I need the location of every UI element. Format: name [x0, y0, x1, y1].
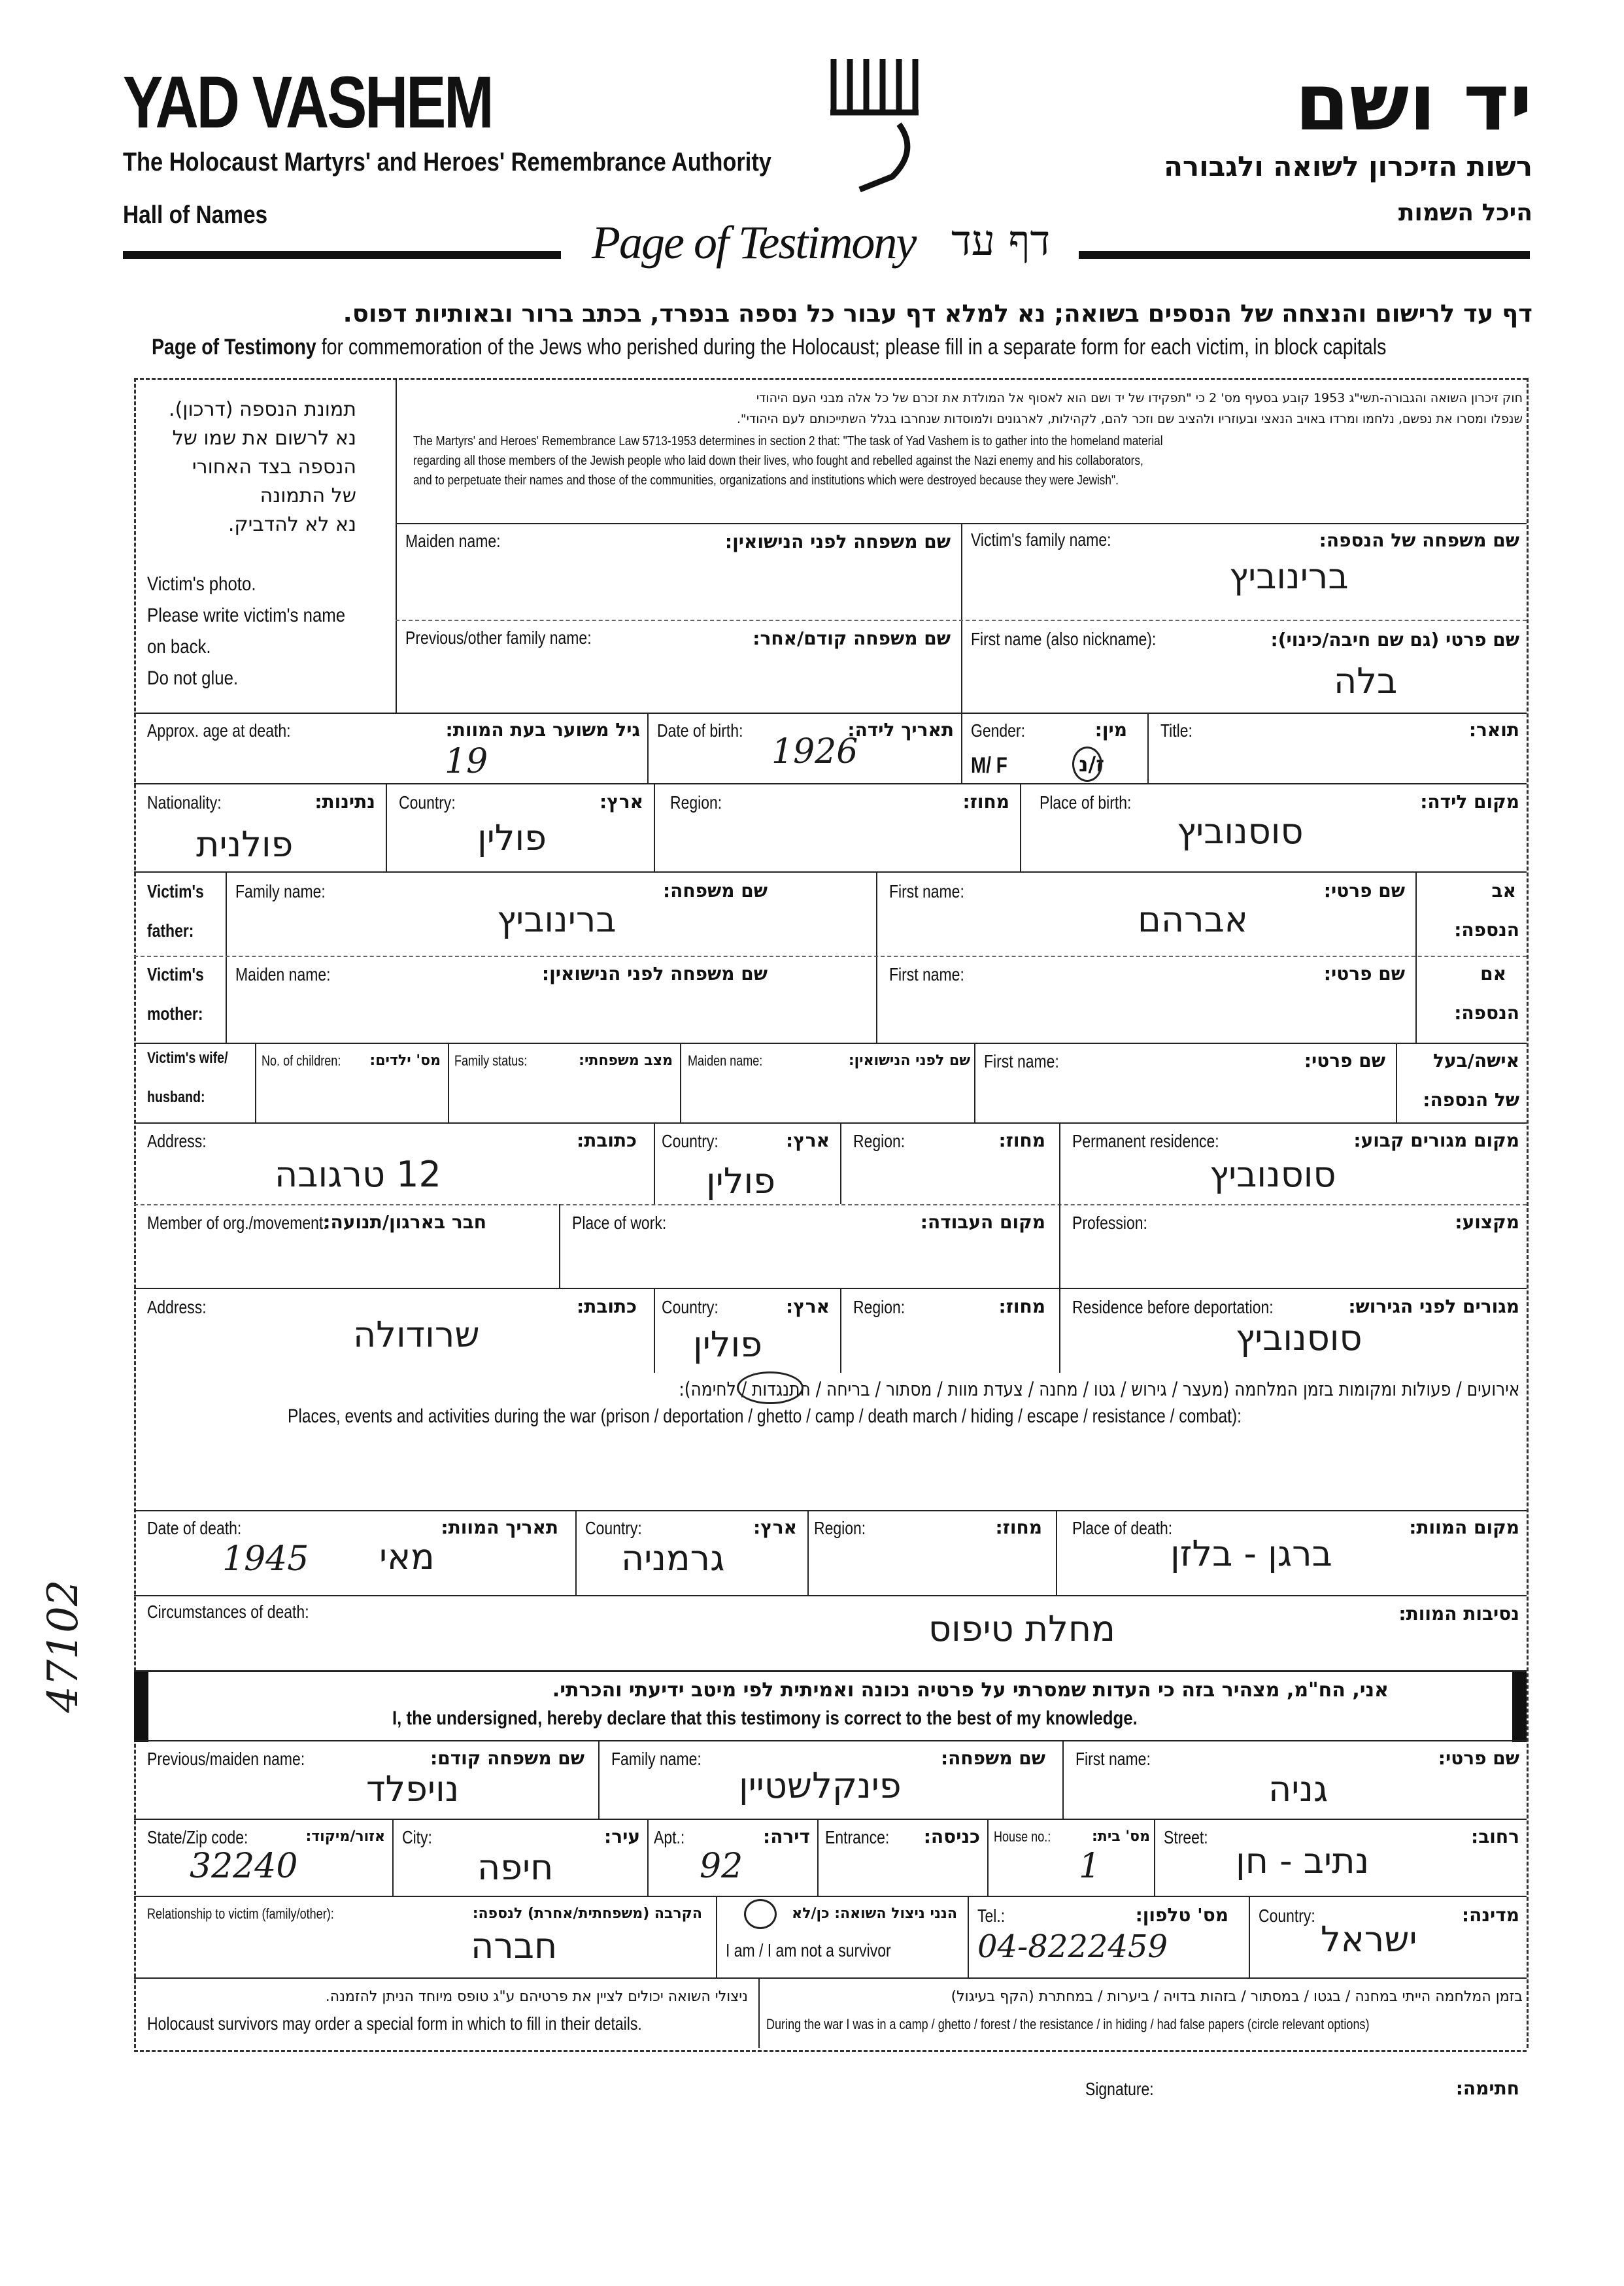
div-addr3-5 [1154, 1819, 1155, 1896]
forms-note-en: Holocaust survivors may order a special form in which to fill in their details. [147, 2013, 642, 2034]
address-label: Address: [147, 1131, 207, 1151]
org-subtitle-he: רשות הזיכרון לשואה ולגבורה [1164, 150, 1532, 182]
div-sub-1 [598, 1740, 600, 1819]
perm-res-label: Permanent residence: [1072, 1131, 1219, 1151]
zip-label-he: אזור/מיקוד: [305, 1828, 385, 1845]
country-label: Country: [399, 792, 456, 813]
instructions-en-bold: Page of Testimony [152, 335, 316, 360]
frame-right [1527, 378, 1529, 2048]
age-label-he: גיל משוער בעת המוות: [445, 719, 640, 741]
sub-first-value: גניה [1268, 1768, 1328, 1809]
survivor-label-he: הנני ניצול השואה: כן/לא [792, 1906, 957, 1922]
div-addr3-2 [647, 1819, 649, 1896]
sub-country-label-he: מדינה: [1461, 1904, 1519, 1926]
mother-label-he-1: אם [1480, 963, 1506, 984]
apt-label-he: דירה: [763, 1826, 810, 1847]
sub-country-value: ישראל [1321, 1919, 1417, 1960]
rule-1333 [134, 871, 1527, 873]
photo-divider [396, 379, 397, 713]
div-work-1 [559, 1204, 560, 1288]
prev-name-label-he: שם משפחה קודם/אחר: [753, 628, 951, 649]
spouse-maiden-label-he: שם לפני הנישואין: [848, 1052, 970, 1069]
photo-instructions-en [147, 569, 345, 694]
sub-country-label: Country: [1259, 1906, 1315, 1926]
dob-value: 1926 [771, 732, 858, 771]
sub-family-label: Family name: [611, 1749, 702, 1769]
resdep-label: Residence before deportation: [1072, 1297, 1274, 1317]
signature-label-he: חתימה: [1455, 2077, 1519, 2099]
div-rel-3 [1249, 1896, 1250, 1977]
mother-first-label-he: שם פרטי: [1323, 963, 1405, 984]
rule-name-mid [396, 620, 1527, 622]
div-gender [1147, 713, 1149, 783]
war-note-en: During the war I was in a camp / ghetto / forest / the resistance / in hiding / had false papers (circle relevant options) [766, 2016, 1370, 2032]
div-work-2 [1059, 1204, 1060, 1288]
forms-note-he: ניצולי השואה יכולים לציין את פרטיהם ע"ג טופס מיוחד הניתן להזמנה. [325, 1989, 748, 2005]
spouse-label-he-1: אישה/בעל [1433, 1050, 1519, 1071]
death-country-value: גרמניה [621, 1538, 725, 1579]
address2-label: Address: [147, 1297, 207, 1317]
nationality-label-he: נתינות: [314, 791, 375, 813]
title-rule-left [123, 251, 561, 259]
survivor-label-en: I am / I am not a survivor [726, 1940, 891, 1960]
div-rel-1 [716, 1896, 717, 1977]
father-family-label-he: שם משפחה: [662, 880, 768, 901]
father-label-2: father: [147, 920, 194, 941]
entrance-label-he: כניסה: [923, 1826, 980, 1847]
work-label-he: מקום העבודה: [920, 1211, 1045, 1233]
address-region-label-he: מחוז: [998, 1130, 1045, 1151]
div-sp-1 [255, 1043, 256, 1122]
photo-en-4: Do not glue. [147, 667, 239, 689]
declaration-en: I, the undersigned, hereby declare that this testimony is correct to the best of my knowledge. [392, 1707, 1138, 1729]
city-label-he: עיר: [604, 1826, 640, 1847]
photo-he-2: נא לרשום את שמו של [172, 427, 356, 450]
org-name-en: YAD VASHEM [123, 61, 492, 143]
spouse-label-1: Victim's wife/ [147, 1049, 228, 1067]
div-addr-1 [654, 1122, 655, 1204]
circumstances-label: Circumstances of death: [147, 1602, 309, 1622]
family-name-label-he: שם משפחה של הנספה: [1319, 529, 1519, 551]
address2-region-label: Region: [853, 1297, 905, 1317]
death-region-label-he: מחוז: [995, 1517, 1042, 1538]
law-en-1: The Martyrs' and Heroes' Remembrance Law 5713-1953 determines in section 2 that: "The task of Yad Vashem is to gather into the homeland material [413, 434, 1163, 448]
spouse-first-label-he: שם פרטי: [1304, 1050, 1385, 1071]
children-label: No. of children: [262, 1052, 341, 1069]
rule-2310 [134, 1510, 1527, 1511]
address-label-he: כתובת: [577, 1130, 637, 1151]
father-family-value: ברינוביץ [497, 899, 617, 940]
apt-value: 92 [700, 1847, 743, 1886]
photo-en-1: Victim's photo. [147, 573, 256, 595]
resdep-label-he: מגורים לפני הגירוש: [1348, 1296, 1519, 1317]
title-rule-right [1079, 251, 1530, 259]
rule-1090 [134, 713, 1527, 714]
div-country [654, 783, 655, 871]
div-death-3 [1056, 1510, 1057, 1595]
dod-label: Date of death: [147, 1518, 242, 1538]
dod-value: 1945 [222, 1539, 309, 1579]
maiden-name-label-he: שם משפחה לפני הנישואין: [724, 531, 951, 552]
div-addr3-4 [987, 1819, 989, 1896]
div-addr-3 [1059, 1122, 1060, 1204]
street-label: Street: [1164, 1827, 1208, 1847]
address-country-label: Country: [662, 1131, 719, 1151]
maiden-name-label: Maiden name: [405, 531, 501, 551]
form-title-en: Page of Testimony [592, 216, 916, 269]
rule-1717 [134, 1122, 1527, 1124]
house-value: 1 [1079, 1847, 1101, 1886]
city-label: City: [402, 1827, 432, 1847]
profession-label: Profession: [1072, 1213, 1147, 1233]
house-label: House no.: [994, 1828, 1051, 1845]
zip-label: State/Zip code: [147, 1827, 248, 1847]
div-addr3-1 [392, 1819, 394, 1896]
mother-maiden-label: Maiden name: [235, 964, 331, 984]
photo-en-2: Please write victim's name [147, 605, 346, 626]
photo-he-1: תמונת הנספה (דרכון). [169, 398, 356, 421]
div-sp-2 [448, 1043, 449, 1122]
div-dob [961, 713, 962, 783]
spouse-first-label: First name: [984, 1051, 1059, 1071]
photo-en-3: on back. [147, 636, 211, 658]
div-nat [386, 783, 387, 871]
photo-instructions-he [141, 395, 356, 539]
father-label-1: Victim's [147, 881, 204, 901]
rel-value: חברה [471, 1925, 558, 1966]
events-camp-circle [737, 1371, 804, 1404]
death-region-label: Region: [814, 1518, 866, 1538]
spouse-label-he-2: של הנספה: [1423, 1089, 1519, 1111]
member-label: Member of org./movement: [147, 1213, 328, 1233]
pod-value: ברגן - בלזן [1170, 1533, 1332, 1574]
mother-label-2: mother: [147, 1003, 203, 1024]
address2-label-he: כתובת: [577, 1296, 637, 1317]
instructions-en-text: for commemoration of the Jews who perished during the Holocaust; please fill in a separate form for each victim, in block capitals [316, 335, 1387, 360]
div-addr-2 [840, 1122, 841, 1204]
pod-label: Place of death: [1072, 1518, 1173, 1538]
dod-month-value: מאי [379, 1536, 435, 1577]
photo-he-4: של התמונה [260, 484, 356, 507]
survivor-circle [744, 1899, 777, 1929]
sub-first-label: First name: [1075, 1749, 1151, 1769]
children-label-he: מס' ילדים: [369, 1052, 441, 1069]
street-label-he: רחוב: [1471, 1826, 1519, 1847]
div-sp-5 [1396, 1043, 1397, 1122]
member-label-he: חבר בארגון/תנועה: [323, 1211, 486, 1233]
div-sub-2 [1062, 1740, 1064, 1819]
tel-value: 04-8222459 [977, 1928, 1168, 1965]
region-label: Region: [670, 792, 722, 813]
perm-res-value: סוסנוביץ [1210, 1154, 1336, 1195]
death-country-label-he: ארץ: [753, 1517, 797, 1538]
gender-options: M/ F [971, 753, 1007, 778]
country-label-he: ארץ: [600, 791, 643, 813]
age-label: Approx. age at death: [147, 720, 291, 741]
div-addr2-1 [654, 1288, 655, 1373]
prev-name-label: Previous/other family name: [405, 628, 592, 648]
rule-1198 [134, 783, 1527, 784]
rule-1462 [134, 956, 1527, 958]
spouse-maiden-label: Maiden name: [688, 1052, 763, 1069]
nationality-label: Nationality: [147, 792, 222, 813]
address2-country-label-he: ארץ: [786, 1296, 830, 1317]
law-en-2: regarding all those members of the Jewish people who laid down their lives, who fought and rebelled against the Nazi enemy and his collaborators, [413, 454, 1143, 468]
law-he-1: חוק זיכרון השואה והגבורה-תשי"ג 1953 קובע בסעיף מס' 2 כי "תפקידו של יד ושם הוא לאסוף אל המולדת את זכרם של כל אלה מבני העם היהודי [756, 391, 1523, 405]
death-country-label: Country: [585, 1518, 642, 1538]
war-note-he: בזמן המלחמה הייתי במחנה / בגטו / במסתור / בזהות בדויה / ביערות / במחתרת (הקף בעיגול) [951, 1989, 1523, 2005]
gender-label: Gender: [971, 720, 1025, 741]
first-name-label-he: שם פרטי (גם שם חיבה/כינוי): [1270, 629, 1519, 650]
dob-label-he: תאריך לידה: [847, 719, 954, 741]
mother-label-he-2: הנספה: [1454, 1002, 1519, 1024]
instructions-en [152, 335, 1386, 360]
address2-value: שרודולה [353, 1314, 480, 1355]
entrance-label: Entrance: [825, 1827, 890, 1847]
org-subtitle-en: The Holocaust Martyrs' and Heroes' Remembrance Authority [123, 148, 771, 176]
rule-2900 [134, 1896, 1527, 1897]
div-addr2-3 [1059, 1288, 1060, 1373]
div-sp-3 [680, 1043, 681, 1122]
apt-label: Apt.: [654, 1827, 685, 1847]
tel-label-he: מס' טלפון: [1135, 1904, 1228, 1926]
name-divider [961, 523, 962, 713]
pob-label-he: מקום לידה: [1420, 791, 1519, 813]
div-addr3-3 [817, 1819, 819, 1896]
sub-prev-label-he: שם משפחה קודם: [430, 1747, 584, 1769]
age-value: 19 [445, 742, 488, 781]
spouse-label-2: husband: [147, 1088, 205, 1106]
father-first-label: First name: [889, 881, 964, 901]
events-label-he: אירועים / פעולות ומקומות בזמן המלחמה (מעצר / גירוש / גטו / מחנה / צעדת מוות / מסתור / בריחה / התנגדות / לחימה): [678, 1378, 1519, 1400]
signature-label: Signature: [1085, 2079, 1154, 2099]
father-first-label-he: שם פרטי: [1323, 880, 1405, 901]
resdep-value: סוסנוביץ [1236, 1317, 1362, 1358]
div-age [647, 713, 649, 783]
div-death-1 [575, 1510, 577, 1595]
photo-he-3: הנספה בצד האחורי [192, 456, 356, 479]
rule-1970 [134, 1288, 1527, 1289]
father-first-value: אברהם [1138, 899, 1248, 940]
address2-region-label-he: מחוז: [998, 1296, 1045, 1317]
work-label: Place of work: [572, 1213, 667, 1233]
status-label-he: מצב משפחתי: [579, 1052, 673, 1069]
title-label: Title: [1160, 720, 1193, 741]
org-name-he: יד ושם [1294, 58, 1532, 148]
first-name-label: First name (also nickname): [971, 629, 1157, 649]
dob-label: Date of birth: [657, 720, 743, 741]
rule-1842 [134, 1204, 1527, 1207]
margin-note: 47102 [39, 1579, 88, 1713]
address-region-label: Region: [853, 1131, 905, 1151]
perm-res-label-he: מקום מגורים קבוע: [1353, 1130, 1519, 1151]
sub-family-label-he: שם משפחה: [940, 1747, 1045, 1769]
events-label-en: Places, events and activities during the war (prison / deportation / ghetto / camp / death march / hiding / escape / resistance / combat): [288, 1405, 1242, 1427]
decl-bar-right [1512, 1670, 1527, 1742]
photo-he-5: נא לא להדביק. [228, 513, 356, 536]
circumstances-value: מחלת טיפוס [928, 1608, 1115, 1649]
country-value: פולין [477, 817, 547, 858]
mother-maiden-label-he: שם משפחה לפני הנישואין: [541, 963, 768, 984]
address2-country-label: Country: [662, 1297, 719, 1317]
decl-bar-left [134, 1670, 148, 1742]
div-region [1020, 783, 1021, 871]
law-he-2: שנפלו ומסרו את נפשם, נלחמו ומרדו באויב הנאצי ובעוזריו ולהציב שם וזכר להם, לקהילות, לארגונים ולמוסדות שנחרבו בגלל השתייכותם לעם היהודי". [736, 412, 1523, 426]
div-death-2 [807, 1510, 809, 1595]
gender-circle [1072, 747, 1102, 782]
div-rel-2 [968, 1896, 969, 1977]
first-name-value: בלה [1334, 660, 1398, 701]
mother-label-1: Victim's [147, 964, 204, 984]
house-label-he: מס' בית: [1092, 1828, 1150, 1845]
law-en-3: and to perpetuate their names and those of the communities, organizations and institutions which were destroyed because they were Jewish". [413, 473, 1119, 488]
region-label-he: מחוז: [962, 791, 1009, 813]
address-country-label-he: ארץ: [786, 1130, 830, 1151]
status-label: Family status: [454, 1052, 528, 1069]
city-value: חיפה [477, 1847, 554, 1888]
dod-label-he: תאריך המוות: [441, 1517, 558, 1538]
family-name-value: ברינוביץ [1229, 556, 1349, 597]
rule-2782 [134, 1819, 1527, 1820]
div-sp-4 [974, 1043, 975, 1122]
rel-label-he: הקרבה (משפחתית/אחרת) לנספה: [472, 1906, 702, 1922]
father-family-label: Family name: [235, 881, 326, 901]
rule-2440 [134, 1595, 1527, 1596]
sub-prev-label: Previous/maiden name: [147, 1749, 305, 1769]
frame-left [134, 378, 136, 2048]
father-label-he-1: אב [1491, 880, 1516, 901]
circumstances-label-he: נסיבות המוות: [1398, 1603, 1519, 1624]
hall-of-names-en: Hall of Names [123, 201, 268, 229]
declaration-he: אני, הח"מ, מצהיר בזה כי העדות שמסרתי על פרטיה נכונה ואמיתית לפי מיטב ידיעתי והכרתי. [552, 1679, 1389, 1702]
sub-prev-value: נויפלד [366, 1768, 460, 1809]
rule-1595 [134, 1043, 1527, 1044]
rule-2555 [134, 1670, 1527, 1672]
address-country-value: פולין [706, 1160, 775, 1202]
zip-value: 32240 [190, 1847, 298, 1886]
mother-first-label: First name: [889, 964, 964, 984]
hall-of-names-he: היכל השמות [1398, 199, 1532, 226]
yad-vashem-logo [820, 52, 938, 203]
instructions-he: דף עד לרישום והנצחה של הנספים בשואה; נא למלא דף עבור כל נספה בנפרד, בכתב ברור ובאותיות דפוס. [343, 299, 1532, 328]
div-addr2-2 [840, 1288, 841, 1373]
sub-first-label-he: שם פרטי: [1438, 1747, 1519, 1769]
rule-3025 [134, 1977, 1527, 1979]
sub-family-value: פינקלשטיין [739, 1765, 902, 1806]
tel-label: Tel.: [977, 1906, 1006, 1926]
gender-label-he: מין: [1094, 719, 1127, 741]
pob-value: סוסנוביץ [1177, 811, 1304, 852]
form-title-he: דף עד [951, 217, 1051, 265]
pod-label-he: מקום המוות: [1409, 1517, 1519, 1538]
gender-options-he: ז/נ [1079, 752, 1104, 777]
div-footer [758, 1977, 760, 2048]
pob-label: Place of birth: [1040, 792, 1132, 813]
family-name-label: Victim's family name: [971, 529, 1111, 550]
nationality-value: פולנית [196, 824, 294, 865]
street-value: נתיב - חן [1236, 1840, 1370, 1881]
father-label-he-2: הנספה: [1454, 919, 1519, 941]
rule-2662 [134, 1740, 1527, 1741]
title-label-he: תואר: [1468, 719, 1519, 741]
address2-country-value: פולין [693, 1324, 762, 1365]
profession-label-he: מקצוע: [1455, 1211, 1519, 1233]
rel-label: Relationship to victim (family/other): [147, 1906, 334, 1922]
address-value: 12 טרגובה [275, 1154, 441, 1195]
